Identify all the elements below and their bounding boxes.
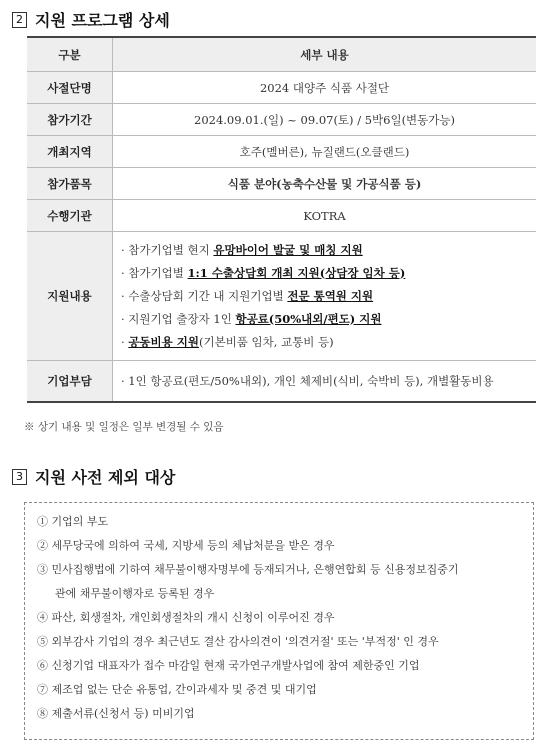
table-row	[27, 200, 536, 232]
list-item: ⑥ 신청기업 대표자가 접수 마감일 현재 국가연구개발사업에 참여 제한중인 기업	[37, 659, 420, 672]
exclusion-list-box	[24, 502, 534, 740]
bullet-emphasis: 유망바이어 발굴 및 매칭 지원	[213, 242, 363, 257]
bullet-emphasis: 전문 통역원 지원	[287, 288, 374, 303]
bullet-text: (기본비품 임차, 교통비 등)	[198, 334, 334, 349]
support-bullet	[121, 285, 373, 308]
table-row	[27, 72, 536, 104]
section-number: 2	[12, 12, 27, 28]
row-label: 사절단명	[27, 72, 113, 103]
list-item: ③ 민사집행법에 기하여 채무불이행자명부에 등재되거나, 은행연합회 등 신용정보집중기	[37, 563, 459, 576]
bullet-emphasis: 항공료(50%내외/편도) 지원	[235, 311, 382, 326]
table-row	[27, 104, 536, 136]
row-label: 참가품목	[27, 168, 113, 199]
list-item: ② 세무당국에 의하여 국세, 지방세 등의 체납처분을 받은 경우	[37, 539, 335, 552]
section-3-heading	[12, 465, 175, 488]
table-row	[27, 136, 536, 168]
list-item: ④ 파산, 회생절차, 개인회생절차의 개시 신청이 이루어진 경우	[37, 611, 335, 624]
program-detail-table	[27, 36, 536, 403]
row-value: 식품 분야(농축수산물 및 가공식품 등)	[227, 176, 422, 191]
table-row	[27, 168, 536, 200]
bullet-text: · 참가기업별	[121, 265, 188, 280]
row-label: 기업부담	[27, 361, 113, 401]
section-2-heading	[12, 8, 170, 31]
list-item-continued: 관에 채무불이행자로 등록된 경우	[55, 587, 215, 600]
list-item: ① 기업의 부도	[37, 515, 109, 528]
section-title: 지원 사전 제외 대상	[35, 468, 176, 487]
list-item: ⑤ 외부감사 기업의 경우 최근년도 결산 감사의견이 '의견거절' 또는 '부적정' 인 경우	[37, 635, 439, 648]
row-label: 수행기관	[27, 200, 113, 231]
support-bullet	[121, 308, 381, 331]
table-header-row	[27, 38, 536, 72]
bullet-text: · 참가기업별 현지	[121, 242, 214, 257]
section-title: 지원 프로그램 상세	[35, 11, 170, 30]
bullet-emphasis: 1:1 수출상담회 개최 지원(상담장 임차 등)	[187, 265, 406, 280]
section-number: 3	[12, 469, 27, 485]
header-detail: 세부 내용	[113, 38, 536, 71]
bullet-text: · 지원기업 출장자 1인	[121, 311, 236, 326]
bullet-emphasis: 공동비용 지원	[128, 334, 199, 349]
change-notice: ※ 상기 내용 및 일정은 일부 변경될 수 있음	[24, 421, 224, 433]
support-bullet	[121, 239, 363, 262]
row-label: 참가기간	[27, 104, 113, 135]
table-row-support	[27, 232, 536, 361]
list-item: ⑧ 제출서류(신청서 등) 미비기업	[37, 707, 195, 720]
row-label: 지원내용	[27, 232, 113, 360]
list-item: ⑦ 제조업 없는 단순 유통업, 간이과세자 및 중견 및 대기업	[37, 683, 317, 696]
table-row-burden	[27, 361, 536, 401]
row-value: · 1인 항공료(편도/50%내외), 개인 체제비(식비, 숙박비 등), 개별활동비용	[121, 374, 494, 388]
bullet-text: · 수출상담회 기간 내 지원기업별	[121, 288, 288, 303]
row-label: 개최지역	[27, 136, 113, 167]
support-bullet	[121, 262, 405, 285]
support-bullet	[121, 331, 334, 354]
header-category: 구분	[27, 38, 113, 71]
row-value: 2024.09.01.(일) ~ 09.07(토) / 5박6일(변동가능)	[194, 112, 455, 127]
bullet-text: ·	[121, 334, 129, 349]
support-bullet-list	[113, 232, 536, 360]
row-value: KOTRA	[303, 208, 346, 223]
row-value: 2024 대양주 식품 사절단	[259, 80, 390, 95]
row-value: 호주(멜버른), 뉴질랜드(오클랜드)	[239, 144, 410, 159]
